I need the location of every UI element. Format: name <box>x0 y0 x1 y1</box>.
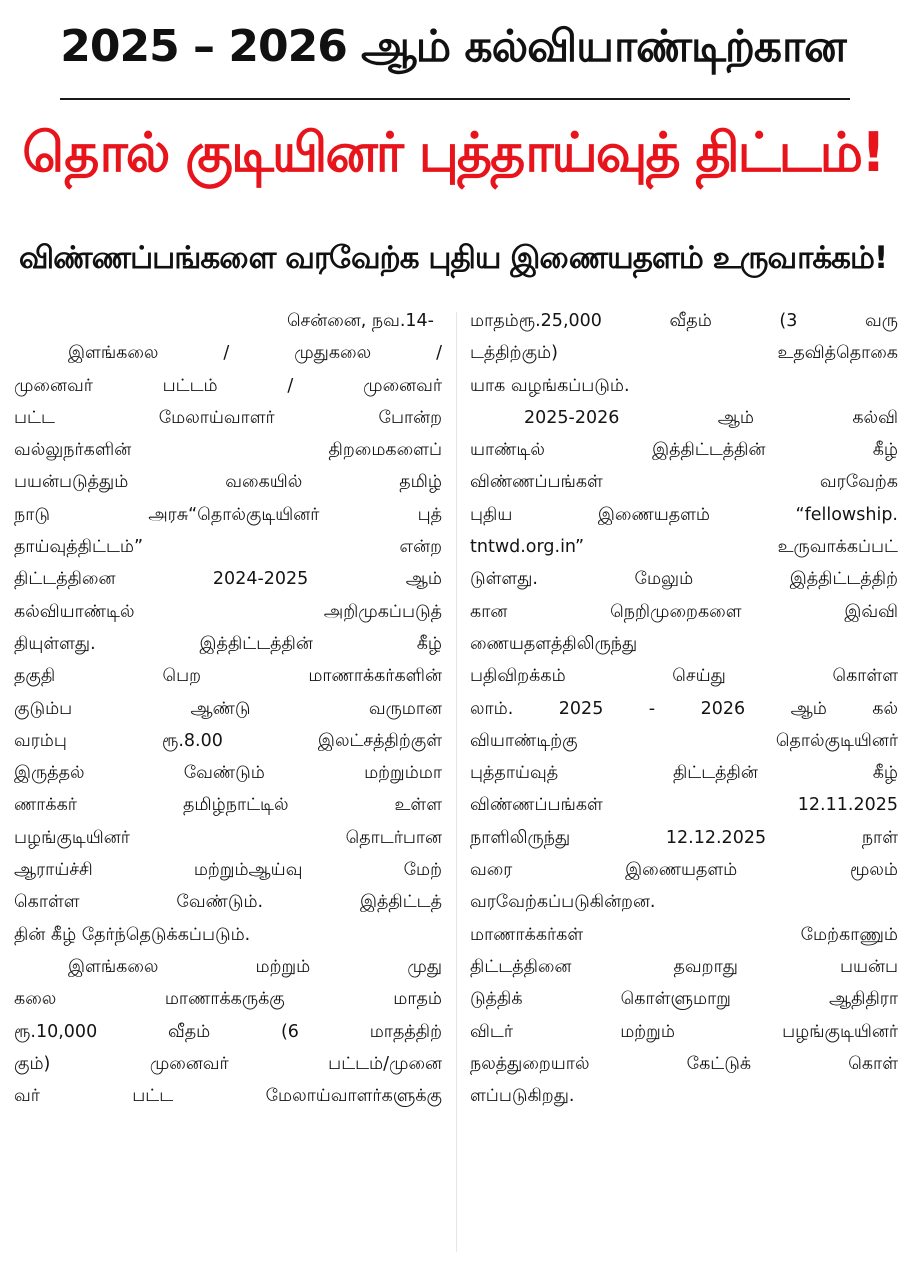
text-line: வல்லுநர்களின் திறமைகளைப் <box>14 440 442 461</box>
text-line: பதிவிறக்கம் செய்து கொள்ள <box>470 666 898 687</box>
text-line: இளங்கலை மற்றும் முது <box>68 956 442 977</box>
text-line: நாடு அரசு“தொல்குடியினர் புத் <box>14 504 442 525</box>
text-line: மாணாக்கர்கள் மேற்காணும் <box>470 924 898 945</box>
text-line: முனைவர் பட்டம் / முனைவர் <box>14 375 442 396</box>
text-line: கும்) முனைவர் பட்டம்/முனை <box>14 1053 442 1074</box>
text-line: விண்ணப்பங்கள் வரவேற்க <box>470 472 898 493</box>
text-line: புதிய இணையதளம் “fellowship. <box>470 504 898 525</box>
heading-divider <box>60 98 850 100</box>
text-line: நலத்துறையால் கேட்டுக் கொள் <box>470 1053 898 1074</box>
column-gutter <box>456 312 457 1252</box>
text-line: வரம்பு ரூ.8.00 இலட்சத்திற்குள் <box>14 730 442 751</box>
kicker-heading: 2025 – 2026 ஆம் கல்வியாண்டிற்கான <box>60 21 846 72</box>
text-line: tntwd.org.in” உருவாக்கப்பட் <box>470 537 898 558</box>
text-line: பட்ட மேலாய்வாளர் போன்ற <box>14 407 442 428</box>
dateline: சென்னை, நவ.14- <box>286 311 434 331</box>
text-line: 2025-2026 ஆம் கல்வி <box>524 407 898 428</box>
text-line: குடும்ப ஆண்டு வருமான <box>14 698 442 719</box>
text-line: லாம். 2025 - 2026 ஆம் கல் <box>470 698 898 719</box>
text-line: கல்வியாண்டில் அறிமுகப்படுத் <box>14 601 442 622</box>
text-line: பயன்படுத்தும் வகையில் தமிழ் <box>14 472 442 493</box>
text-line: யாண்டில் இத்திட்டத்தின் கீழ் <box>470 440 898 461</box>
text-line: இருத்தல் வேண்டும் மற்றும்மா <box>14 763 442 784</box>
text-line: நாளிலிருந்து 12.12.2025 நாள் <box>470 827 898 848</box>
text-line: வர் பட்ட மேலாய்வாளர்களுக்கு <box>14 1086 442 1107</box>
text-line: ளப்படுகிறது. <box>470 1086 575 1107</box>
text-line: திட்டத்தினை தவறாது பயன்ப <box>470 956 898 977</box>
text-line: புத்தாய்வுத் திட்டத்தின் கீழ் <box>470 763 898 784</box>
text-line: தின் கீழ் தேர்ந்தெடுக்கப்படும். <box>14 924 251 945</box>
text-line: ரூ.10,000 வீதம் (6 மாதத்திற் <box>14 1021 442 1042</box>
text-line: வியாண்டிற்கு தொல்குடியினர் <box>470 730 898 751</box>
text-line: கொள்ள வேண்டும். இத்திட்டத் <box>14 892 442 913</box>
text-line: டத்திற்கும்) உதவித்தொகை <box>470 343 898 364</box>
text-line: வரை இணையதளம் மூலம் <box>470 860 898 881</box>
text-line: கான நெறிமுறைகளை இவ்வி <box>470 601 898 622</box>
text-line: விண்ணப்பங்கள் 12.11.2025 <box>470 795 898 816</box>
text-line: தாய்வுத்திட்டம்” என்ற <box>14 537 442 558</box>
headline: தொல் குடியினர் புத்தாய்வுத் திட்டம்! <box>22 121 884 184</box>
text-line: யாக வழங்கப்படும். <box>470 375 630 396</box>
right-column <box>470 305 898 1112</box>
text-line: ணாக்கர் தமிழ்நாட்டில் உள்ள <box>14 795 442 816</box>
text-line: தகுதி பெற மாணாக்கர்களின் <box>14 666 442 687</box>
text-line: ஆராய்ச்சி மற்றும்ஆய்வு மேற் <box>14 860 442 881</box>
text-line: மாதம்ரூ.25,000 வீதம் (3 வரு <box>470 311 898 331</box>
text-line: பழங்குடியினர் தொடர்பான <box>14 827 442 848</box>
left-column <box>14 305 442 1112</box>
text-line: விடர் மற்றும் பழங்குடியினர் <box>470 1021 898 1042</box>
subheadline: விண்ணப்பங்களை வரவேற்க புதிய இணையதளம் உருவாக்கம்! <box>18 240 888 276</box>
text-line: ணையதளத்திலிருந்து <box>470 633 638 654</box>
text-line: டுத்திக் கொள்ளுமாறு ஆதிதிரா <box>470 989 898 1010</box>
text-line: தியுள்ளது. இத்திட்டத்தின் கீழ் <box>14 633 442 654</box>
text-line: திட்டத்தினை 2024-2025 ஆம் <box>14 569 442 590</box>
text-line: டுள்ளது. மேலும் இத்திட்டத்திற் <box>470 569 898 590</box>
text-line: இளங்கலை / முதுகலை / <box>68 343 442 364</box>
text-line: வரவேற்கப்படுகின்றன. <box>470 892 656 913</box>
text-line: கலை மாணாக்கருக்கு மாதம் <box>14 989 442 1010</box>
